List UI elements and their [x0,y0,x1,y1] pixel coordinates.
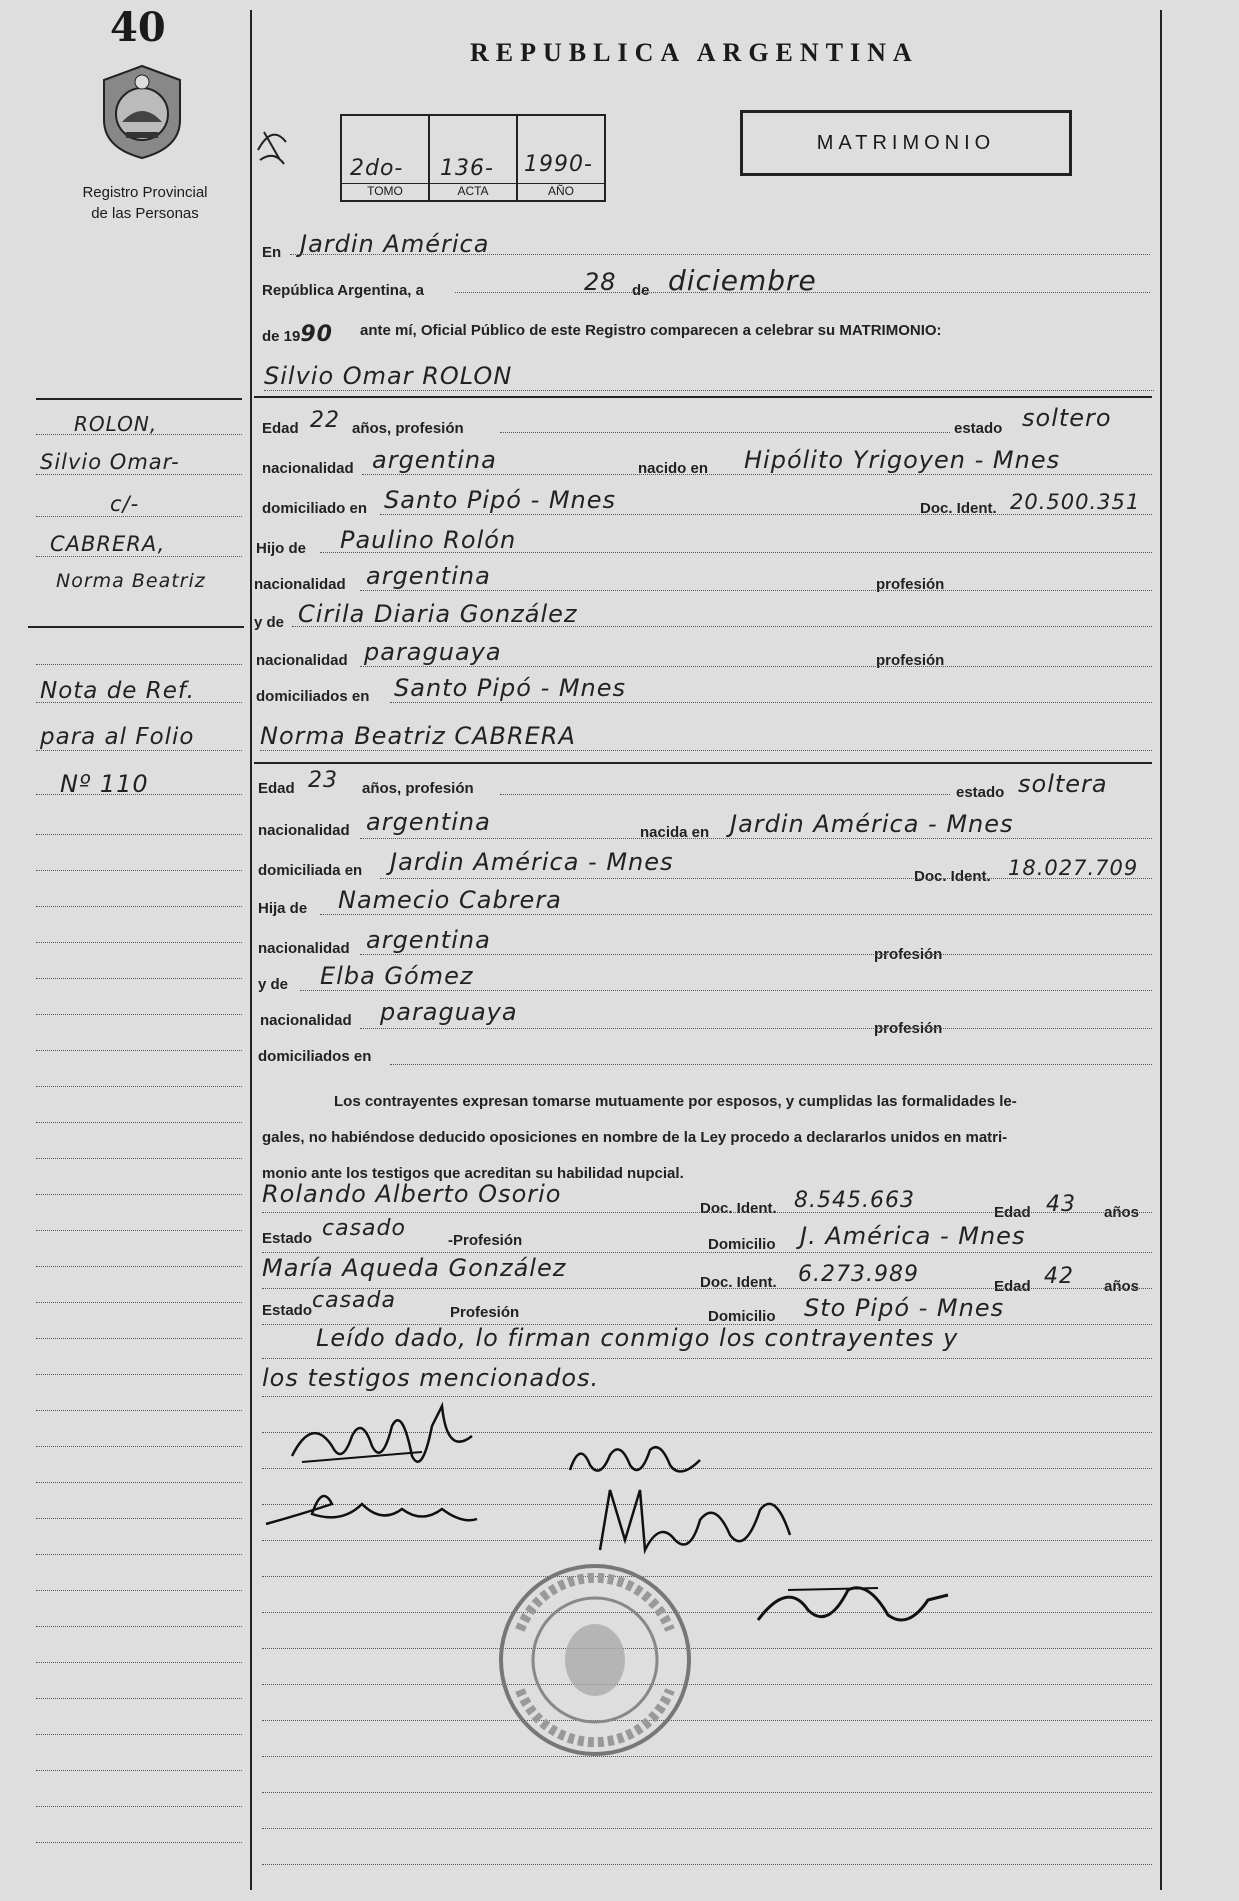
registry-emblem-icon [96,62,188,162]
bride-father-line [320,914,1152,915]
bride-profession-line [500,794,950,795]
groom-parents-dom: Santo Pipó - Mnes [394,674,627,702]
margin-note-separator: c/- [110,492,140,516]
margin-line [36,1626,242,1627]
groom-age: 22 [310,408,340,433]
witness1-line [262,1212,1152,1213]
bride-nat-line [360,838,1152,839]
year-label [262,322,333,347]
blank-line [262,1684,1152,1685]
margin-line [36,1014,242,1015]
margin-line [36,1230,242,1231]
margin-note-surname1: ROLON, [74,412,158,436]
margin-line [36,870,242,871]
bride-doc: 18.027.709 [1008,856,1139,880]
groom-name-line [264,390,1154,391]
witness2-domicile: Sto Pipó - Mnes [804,1294,1005,1322]
record-box [340,114,606,202]
groom-father-nat-label: nacionalidad [254,576,346,593]
witness2-doc: 6.273.989 [798,1262,919,1287]
margin-line [36,1590,242,1591]
bride-nationality: argentina [366,808,491,836]
groom-father-label: Hijo de [256,540,307,557]
margin-line [36,1806,242,1807]
bride-age: 23 [308,768,338,793]
witness1-domicile: J. América - Mnes [800,1222,1026,1250]
margin-note-surname2: CABRERA, [50,532,166,556]
acta-label: ACTA [430,183,516,198]
groom-mother-nat-line [360,666,1152,667]
groom-mother-line [292,626,1152,627]
bride-father-nat-line [360,954,1152,955]
statement: ante mí, Oficial Público de este Registro comparecen a celebrar su MATRIMONIO: [360,322,942,339]
bride-mother-label: y de [258,976,289,993]
groom-estado-label: estado [954,420,1003,437]
margin-line [36,1266,242,1267]
margin-line [36,1194,242,1195]
place-line [290,254,1150,255]
groom-mother-nat: paraguaya [364,638,502,666]
bride-mother-nat-line [360,1028,1152,1029]
margin-line [36,1554,242,1555]
margin-line [36,434,242,435]
witness1-doc: 8.545.663 [794,1188,915,1213]
bride-nat-label: nacionalidad [258,822,350,839]
margin-line [36,1086,242,1087]
margin-rule-top [36,398,242,400]
bride-name: Norma Beatriz CABRERA [260,722,576,750]
groom-father-nat: argentina [366,562,491,590]
blank-line [262,1648,1152,1649]
margin-line [36,702,242,703]
doc-type-label: MATRIMONIO [816,131,996,154]
margin-line [36,1122,242,1123]
groom-mother: Cirila Diaria González [298,600,578,628]
year-prefix: de 19 [262,328,301,345]
year: 90 [300,322,333,347]
registry-line1: Registro Provincial [82,184,208,201]
bride-parents-dom-line [390,1064,1152,1065]
declaration-line1: Los contrayentes expresan tomarse mutuamente por esposos, y cumplidas las formalidades le- [334,1093,1017,1110]
groom-nationality: argentina [372,446,497,474]
closing-line1: Leído dado, lo firman conmigo los contrayentes y [316,1324,959,1352]
groom-mother-nat-label: nacionalidad [256,652,348,669]
groom-profession-line [500,432,950,433]
signature-groom [282,1396,482,1486]
witness2-edad-label: Edad [994,1278,1031,1295]
margin-note-folio: para al Folio [40,724,195,750]
bride-rule [254,762,1152,764]
groom-nat-label: nacionalidad [262,460,354,477]
witness1-estado-label: Estado [262,1230,313,1247]
page-number: 40 [110,4,166,51]
groom-age-suffix: años, profesión [352,420,464,437]
bride-age-suffix: años, profesión [362,780,474,797]
witness1-doc-label: Doc. Ident. [700,1200,777,1217]
tomo-cell [342,116,430,200]
margin-line [36,664,242,665]
groom-doc-label: Doc. Ident. [920,500,997,517]
blank-line [262,1576,1152,1577]
groom-parents-dom-line [390,702,1152,703]
witness2-name: María Aqueda González [262,1254,567,1282]
right-margin-rule [1160,10,1162,1890]
groom-parents-dom-label: domiciliados en [256,688,370,705]
bride-estado: soltera [1018,770,1108,798]
groom-dom-label: domiciliado en [262,500,368,517]
margin-line [36,1302,242,1303]
bride-mother-prof-label: profesión [874,1020,943,1037]
margin-line [36,1446,242,1447]
signature-official [748,1570,968,1640]
bride-father-prof-label: profesión [874,946,943,963]
margin-line [36,794,242,795]
blank-line [262,1612,1152,1613]
date-line [455,292,1150,293]
witness2-estado-label: Estado [262,1302,313,1319]
en-label: En [262,244,282,261]
bride-mother-nat-label: nacionalidad [260,1012,352,1029]
groom-estado: soltero [1022,404,1112,432]
witness1-name: Rolando Alberto Osorio [262,1180,562,1208]
groom-father: Paulino Rolón [340,526,517,554]
margin-line [36,1374,242,1375]
registry-name [60,182,230,224]
witness2-age: 42 [1044,1264,1074,1289]
margin-line [36,1770,242,1771]
official-seal-icon [490,1560,700,1760]
bride-dom-line [380,878,1152,879]
republic-label: República Argentina, a [262,282,424,299]
doc-type-box [740,110,1072,176]
day: 28 [584,268,617,296]
groom-rule [254,396,1152,398]
de-label: de [632,282,650,299]
groom-doc: 20.500.351 [1010,490,1141,514]
bride-parents-dom-label: domiciliados en [258,1048,372,1065]
witness2-dom-label: Domicilio [708,1308,776,1325]
bride-father: Namecio Cabrera [338,886,562,914]
margin-line [36,1842,242,1843]
blank-line [262,1792,1152,1793]
margin-line [36,978,242,979]
anio-value: 1990- [524,152,593,177]
witness2-doc-label: Doc. Ident. [700,1274,777,1291]
signature-witness1 [262,1474,482,1544]
closing-line2: los testigos mencionados. [262,1364,600,1392]
bride-mother-line [300,990,1152,991]
groom-nacido-label: nacido en [638,460,709,477]
closing-line1-rule [262,1358,1152,1359]
margin-line [36,1734,242,1735]
bride-birthplace: Jardin América - Mnes [730,810,1014,838]
acta-value: 136- [440,156,494,181]
declaration-line3: monio ante los testigos que acreditan su habilidad nupcial. [262,1165,684,1182]
witness2-prof-label: Profesión [450,1304,520,1321]
margin-line [36,1158,242,1159]
registry-line2: de las Personas [91,205,199,222]
declaration-line2: gales, no habiéndose deducido oposiciones en nombre de la Ley procedo a declararlos unidos en matri- [262,1129,1008,1146]
margin-line [36,1482,242,1483]
left-margin-rule [250,10,252,1890]
margin-line [36,1338,242,1339]
margin-line [36,906,242,907]
anio-label: AÑO [518,183,604,198]
margin-note-number: Nº 110 [60,770,149,798]
registrar-stamp-icon [254,120,290,166]
witness1-line2 [262,1252,1152,1253]
place: Jardin América [300,230,490,258]
bride-father-nat-label: nacionalidad [258,940,350,957]
bride-father-nat: argentina [366,926,491,954]
anio-cell [518,116,604,200]
margin-note-name1: Silvio Omar- [40,450,180,474]
bride-dom-label: domiciliada en [258,862,363,879]
bride-edad-label: Edad [258,780,295,797]
witness1-anos: años [1104,1204,1140,1221]
margin-line [36,1410,242,1411]
margin-line [36,556,242,557]
witness2-estado: casada [312,1288,396,1313]
margin-line [36,1662,242,1663]
margin-rule-mid [28,626,244,628]
groom-father-line [320,552,1152,553]
margin-line [36,942,242,943]
signature-witness2 [590,1480,800,1570]
margin-line [36,474,242,475]
bride-nacida-label: nacida en [640,824,710,841]
groom-name: Silvio Omar ROLON [264,362,513,390]
margin-line [36,750,242,751]
margin-line [36,1518,242,1519]
margin-line [36,516,242,517]
bride-mother: Elba Gómez [320,962,474,990]
bride-name-line [260,750,1152,751]
witness1-estado: casado [322,1216,406,1241]
bride-mother-nat: paraguaya [380,998,518,1026]
groom-dom-line [380,514,1152,515]
declaration [262,1084,1152,1192]
witness1-prof-label: -Profesión [448,1232,523,1249]
bride-father-label: Hija de [258,900,308,917]
country-title: REPUBLICA ARGENTINA [470,38,919,67]
groom-birthplace: Hipólito Yrigoyen - Mnes [744,446,1061,474]
margin-note-name2: Norma Beatriz [56,570,206,592]
witness2-anos: años [1104,1278,1140,1295]
groom-father-nat-line [360,590,1152,591]
margin-line [36,1698,242,1699]
blank-line [262,1864,1152,1865]
groom-mother-label: y de [254,614,285,631]
acta-cell [430,116,518,200]
margin-note-ref: Nota de Ref. [40,678,195,704]
witness1-edad-label: Edad [994,1204,1031,1221]
tomo-value: 2do- [350,156,404,181]
blank-line [262,1720,1152,1721]
bride-domicile: Jardin América - Mnes [390,848,674,876]
blank-line [262,1756,1152,1757]
groom-nat-line [362,474,1152,475]
groom-domicile: Santo Pipó - Mnes [384,486,617,514]
groom-mother-prof-label: profesión [876,652,945,669]
margin-line [36,834,242,835]
blank-line [262,1828,1152,1829]
margin-line [36,1050,242,1051]
bride-doc-label: Doc. Ident. [914,868,991,885]
bride-estado-label: estado [956,784,1005,801]
groom-edad-label: Edad [262,420,299,437]
month: diciembre [668,264,817,297]
witness1-dom-label: Domicilio [708,1236,776,1253]
witness1-age: 43 [1046,1192,1076,1217]
groom-father-prof-label: profesión [876,576,945,593]
tomo-label: TOMO [342,183,428,198]
